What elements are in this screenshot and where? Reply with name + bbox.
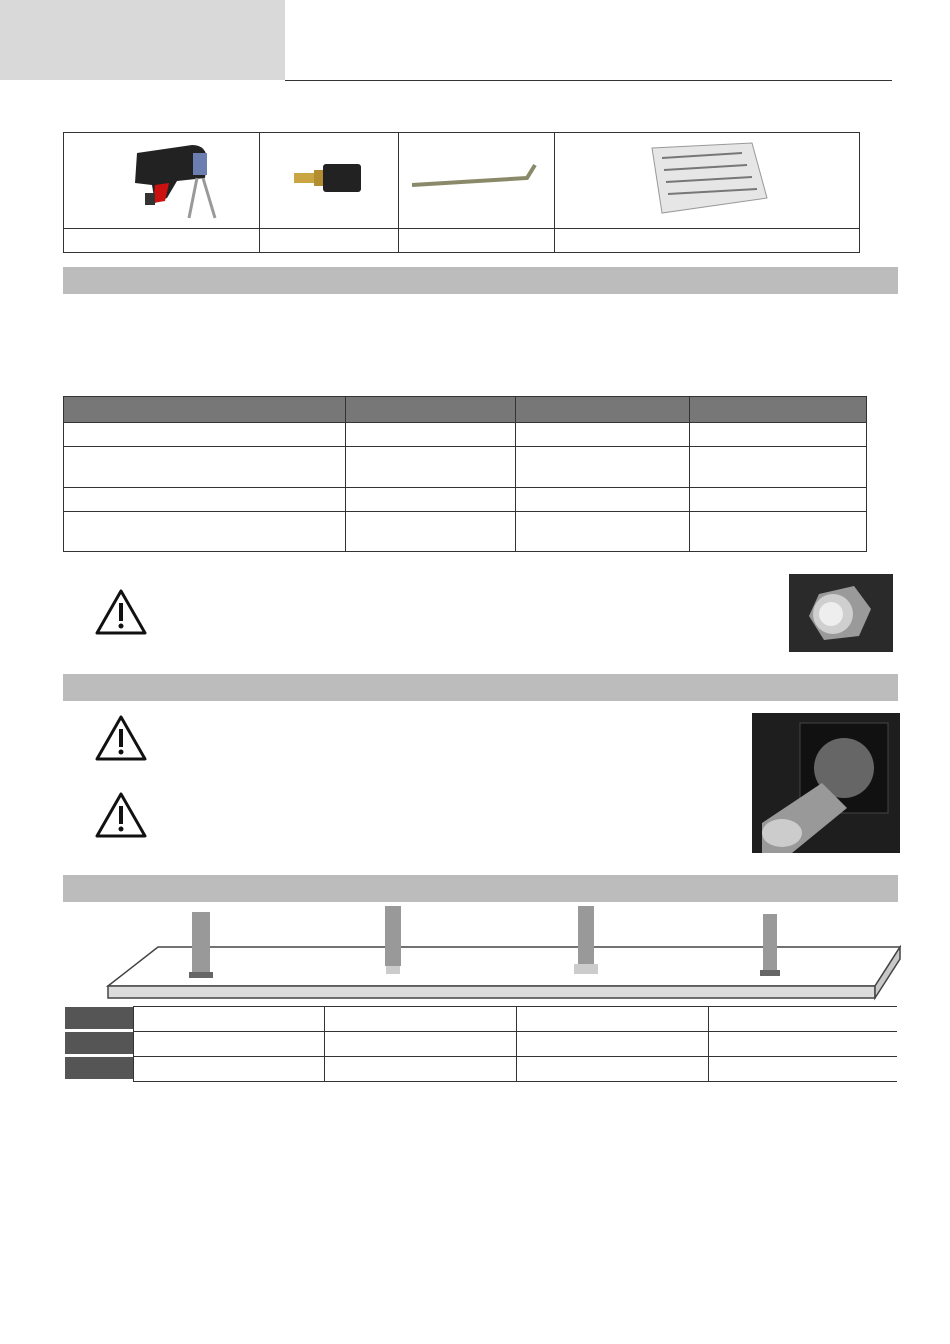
spec-cell: [346, 447, 516, 488]
spec-cell: [64, 447, 346, 488]
accessory-cell-assortment: [555, 133, 860, 229]
spec-header: [516, 397, 690, 423]
section-bar: [63, 267, 898, 294]
stud-cell: [134, 1032, 325, 1057]
accessory-cell-connector: [260, 133, 399, 229]
spec-cell: [690, 447, 867, 488]
stud-table: [133, 1006, 897, 1082]
warning-icon: [94, 588, 148, 636]
stud-cell: [517, 1032, 709, 1057]
spec-cell: [690, 512, 867, 552]
stud-cell: [134, 1007, 325, 1032]
spec-cell: [516, 447, 690, 488]
warning-icon: [94, 791, 148, 839]
spec-header: [346, 397, 516, 423]
stud-cell: [709, 1032, 898, 1057]
stud-2: [385, 906, 401, 974]
hex-key-icon: [407, 163, 547, 193]
stud-row-label: [65, 1032, 133, 1054]
accessory-cell-hexkey: [399, 133, 555, 229]
stud-1: [189, 912, 213, 978]
stud-row-label: [65, 1007, 133, 1029]
stud-cell: [325, 1007, 517, 1032]
stud-4: [760, 914, 780, 976]
spec-cell: [64, 488, 346, 512]
gas-connector-icon: [289, 158, 369, 198]
spec-cell: [346, 512, 516, 552]
spec-header: [64, 397, 346, 423]
accessory-cell-gun: [64, 133, 260, 229]
spec-cell: [346, 423, 516, 447]
accessory-label: [260, 229, 399, 253]
stud-welding-gun-icon: [97, 133, 227, 223]
spec-cell: [690, 488, 867, 512]
spec-cell: [690, 423, 867, 447]
spec-header: [690, 397, 867, 423]
warning-icon: [94, 714, 148, 762]
stud-cell: [517, 1007, 709, 1032]
stud-cell: [134, 1057, 325, 1082]
stud-cell: [517, 1057, 709, 1082]
section-bar: [63, 674, 898, 701]
spec-cell: [516, 423, 690, 447]
spec-table: [63, 396, 867, 552]
header-tab: [0, 0, 285, 80]
accessory-label: [555, 229, 860, 253]
stud-cell: [325, 1032, 517, 1057]
stud-cell: [709, 1007, 898, 1032]
connector-socket-photo: [752, 713, 900, 853]
spec-cell: [64, 512, 346, 552]
stud-row-label: [65, 1057, 133, 1079]
section-bar: [63, 875, 898, 902]
spec-cell: [64, 423, 346, 447]
stud-cell: [709, 1057, 898, 1082]
stud-cell: [325, 1057, 517, 1082]
accessories-table: [63, 132, 860, 253]
stud-plate-diagram: [100, 902, 910, 1002]
spec-cell: [346, 488, 516, 512]
fitting-photo: [789, 574, 893, 652]
spec-cell: [516, 512, 690, 552]
accessory-label: [399, 229, 555, 253]
stud-assortment-box-icon: [642, 138, 772, 218]
spec-cell: [516, 488, 690, 512]
accessory-label: [64, 229, 260, 253]
header-rule: [285, 80, 892, 81]
